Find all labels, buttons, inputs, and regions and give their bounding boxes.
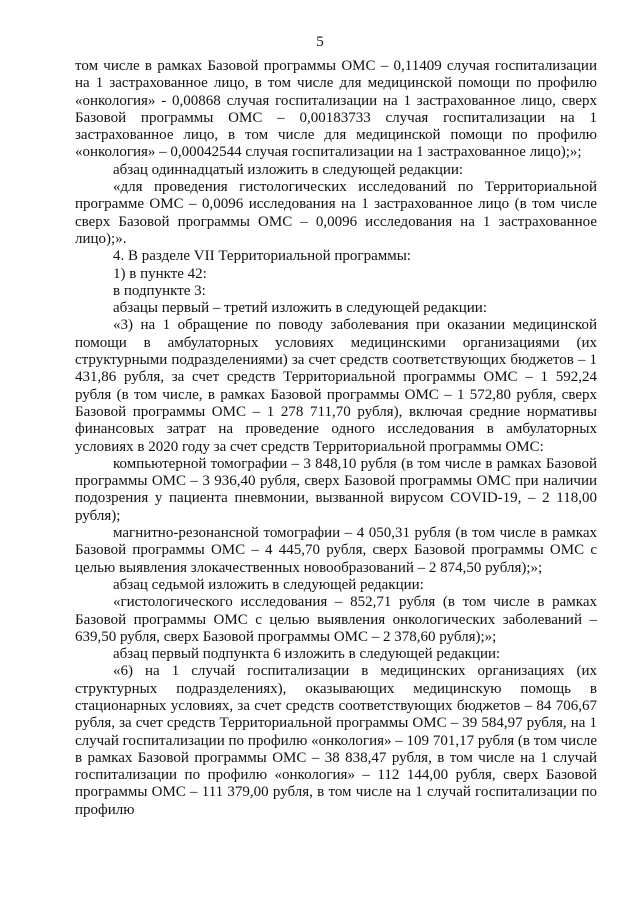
paragraph: абзац первый подпункта 6 изложить в следующей редакции: [113, 646, 501, 663]
paragraph: в подпункте 3: [113, 282, 206, 299]
paragraph: «гистологического исследования – 852,71 рубля (в том числе в рамках Базовой программы ОМС с целью выявления онкологических заболеваний – 639,50 рубля, сверх Базовой программы ОМС – 2 378,60 рубля);»; [75, 594, 597, 645]
paragraph: абзацы первый – третий изложить в следующей редакции: [113, 300, 488, 317]
document-body [75, 58, 597, 819]
page-number: 5 [316, 34, 324, 50]
paragraph: 4. В разделе VII Территориальной программы: [113, 248, 411, 265]
paragraph: «для проведения гистологических исследований по Территориальной программе ОМС – 0,0096 исследования на 1 застрахованное лицо (в том числе сверх Базовой программы ОМС – 0,0096 исследования на 1 застрахованное лицо);». [75, 179, 597, 247]
paragraph: магнитно-резонансной томографии – 4 050,31 рубля (в том числе в рамках Базовой программы ОМС – 4 445,70 рубля, сверх Базовой программы ОМС с целью выявления злокачественных новообразований – 2 874,50 рубля);»; [75, 525, 597, 576]
paragraph: 1) в пункте 42: [113, 265, 207, 282]
paragraph: компьютерной томографии – 3 848,10 рубля (в том числе в рамках Базовой программы ОМС – 3 936,40 рубля, сверх Базовой программы ОМС при наличии подозрения у пациента пневмонии, вызванной вирусом COVID-19, – 2 118,00 рубля); [75, 455, 597, 524]
paragraph: том числе в рамках Базовой программы ОМС – 0,11409 случая госпитализации на 1 застрахованное лицо, в том числе для медицинской помощи по профилю «онкология» - 0,00868 случая госпитализации на 1 застрахованное лицо, сверх Базовой программы ОМС – 0,00183733 случая госпитализации на 1 застрахованное лицо, в том числе для медицинской помощи по профилю «онкология» – 0,00042544 случая госпитализации на 1 застрахованное лицо);»; [75, 58, 597, 161]
paragraph: абзац одиннадцатый изложить в следующей редакции: [113, 161, 464, 178]
paragraph: «3) на 1 обращение по поводу заболевания при оказании медицинской помощи в амбулаторных условиях медицинскими организациями (их структурными подразделениями) за счет средств соответствующих бюджетов – 1 431,86 рубля, за счет средств Территориальной программы ОМС – 1 592,24 рубля (в том числе, в рамках Базовой программы ОМС – 1 572,80 рубля, сверх Базовой программы ОМС – 1 278 711,70 рубля), включая средние нормативы финансовых затрат на проведение одного исследования в амбулаторных условиях в 2020 году за счет средств Территориальной программы ОМС: [75, 317, 597, 455]
paragraph: абзац седьмой изложить в следующей редакции: [113, 576, 424, 593]
paragraph: «6) на 1 случай госпитализации в медицинских организациях (их структурных подразделениях), оказывающих медицинскую помощь в стационарных условиях, за счет средств соответствующих бюджетов – 84 706,67 рубля, за счет средств Территориальной программы ОМС – 39 584,97 рубля, на 1 случай госпитализации по профилю «онкология» – 109 701,17 рубля (в том числе в рамках Базовой программы ОМС – 38 838,47 рубля, в том числе на 1 случай госпитализации по профилю «онкология» – 112 144,00 рубля, сверх Базовой программы ОМС – 111 379,00 рубля, в том числе на 1 случай госпитализации по профилю [75, 663, 597, 818]
